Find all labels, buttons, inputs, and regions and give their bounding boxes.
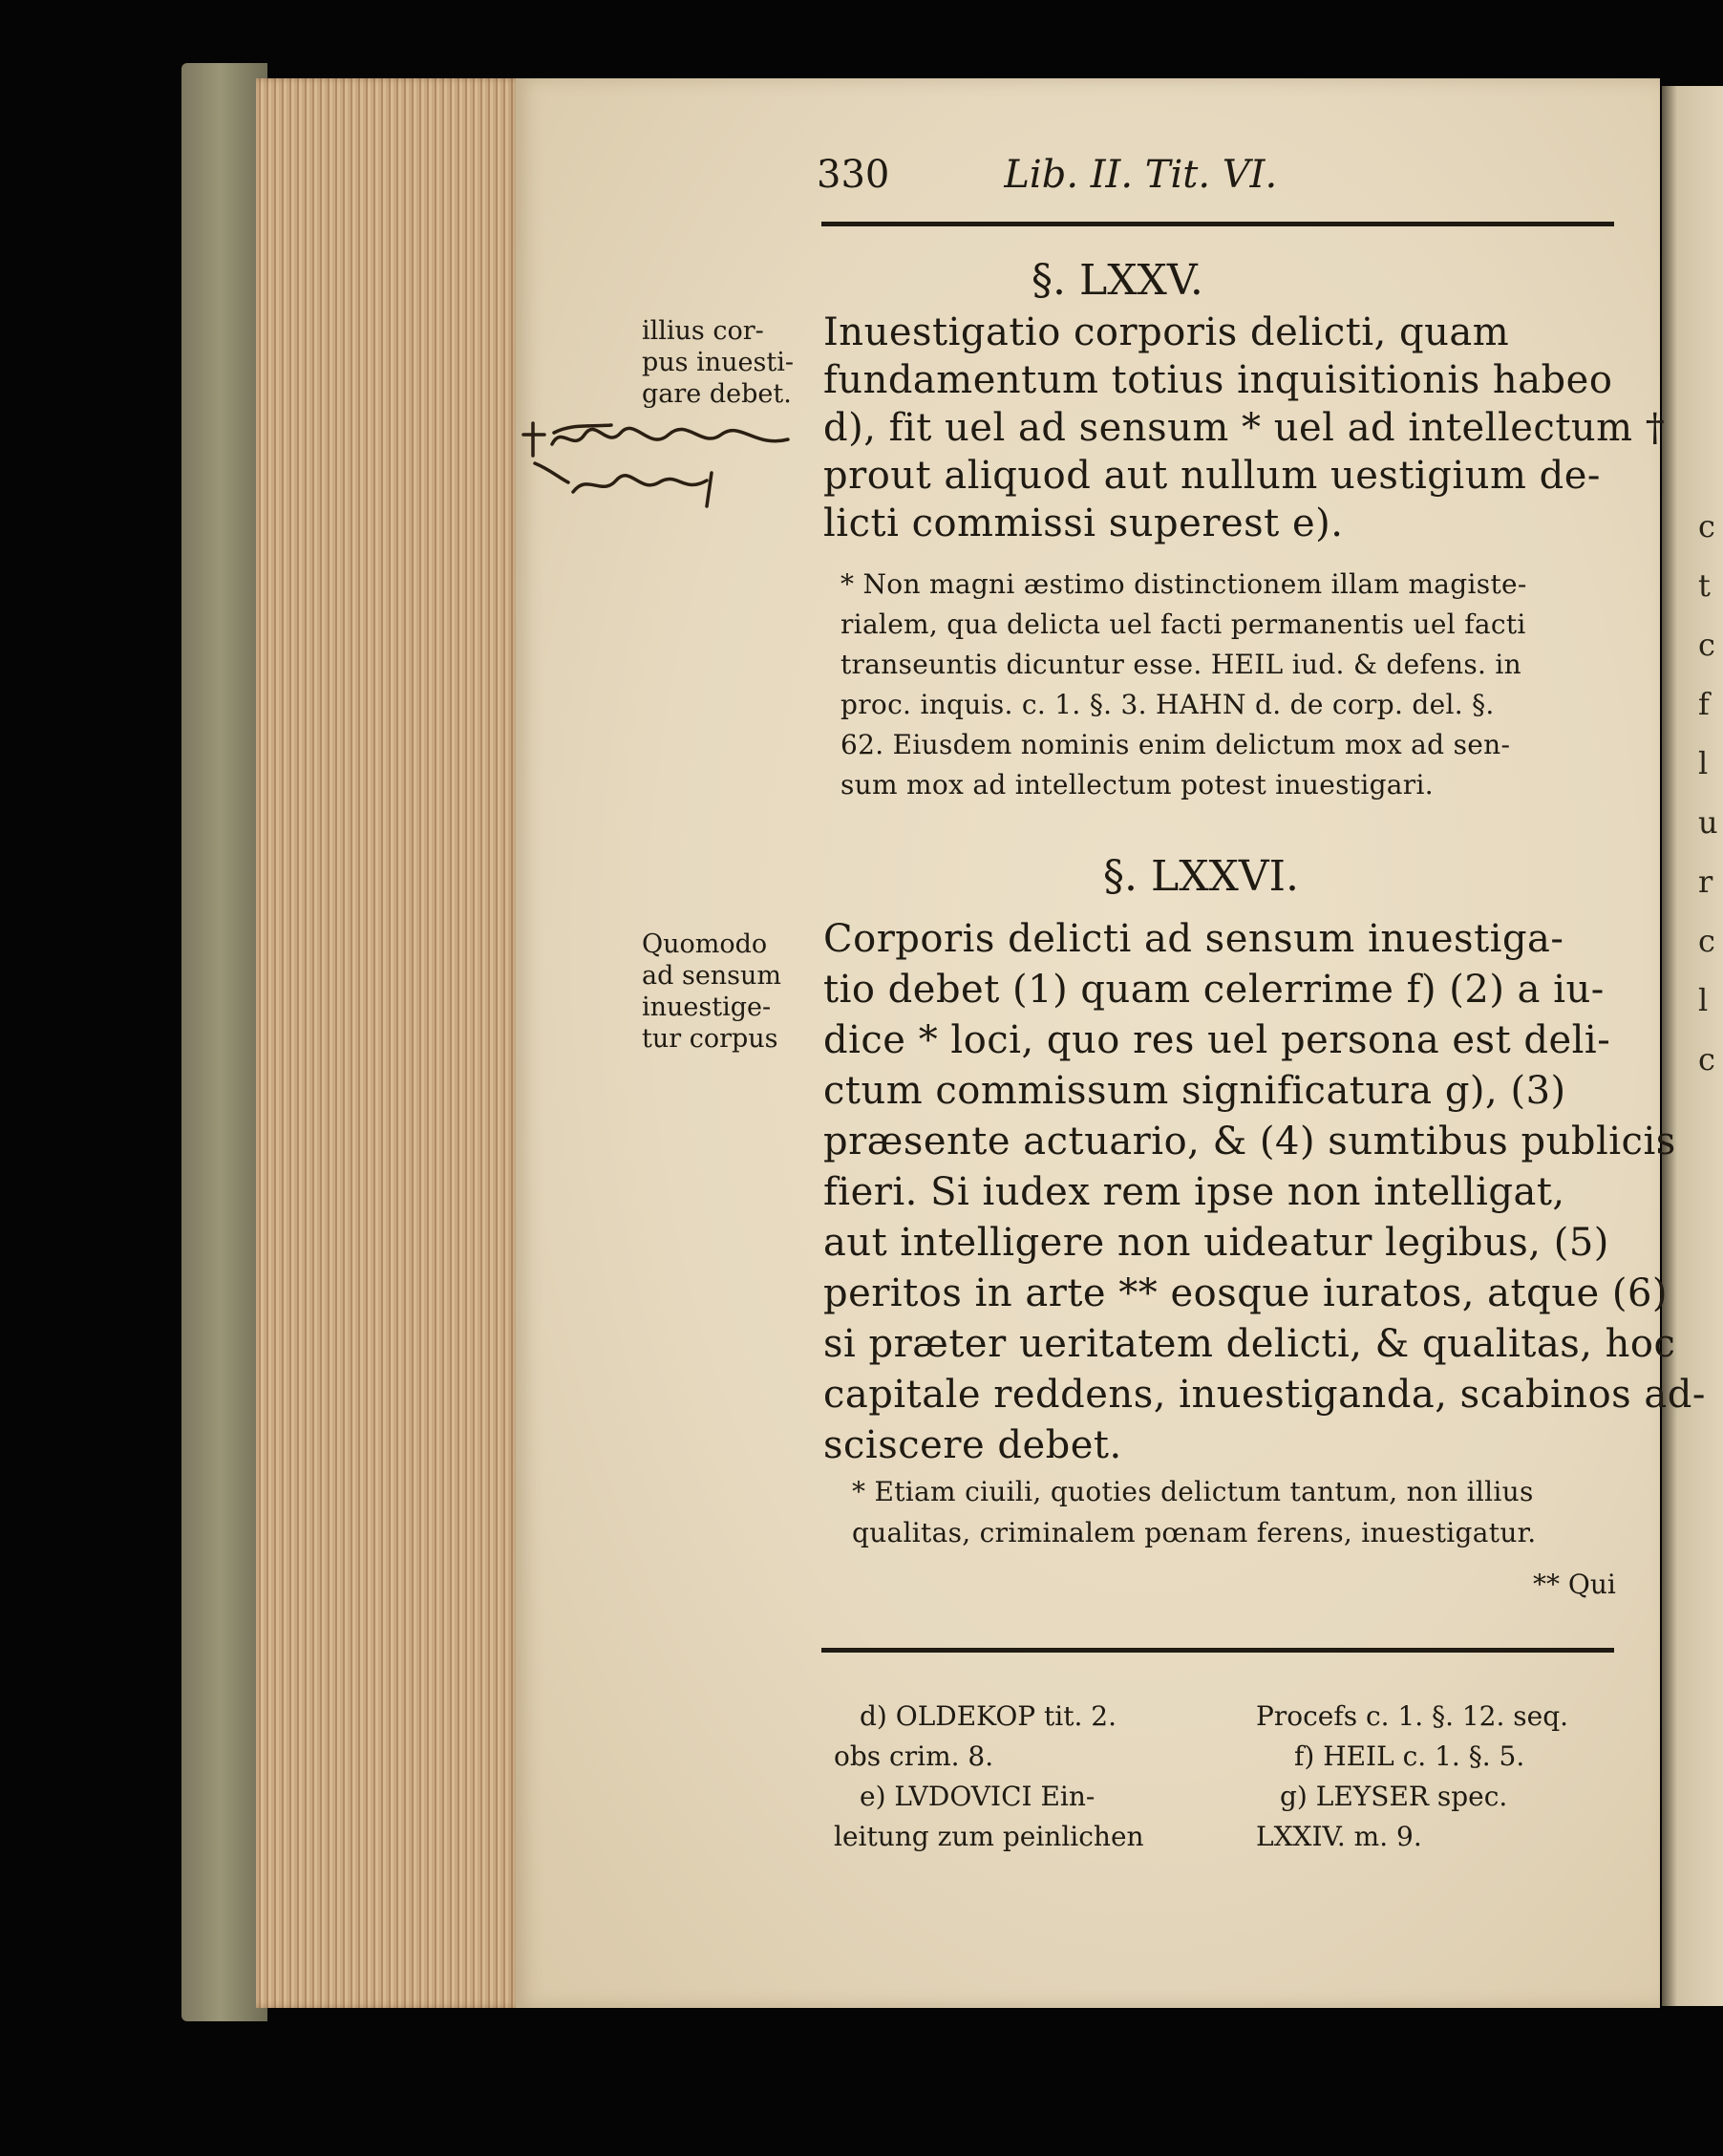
page-number: 330 (817, 153, 890, 197)
footnote-left: e) LVDOVICI Ein- (860, 1781, 1095, 1812)
body-line: sciscere debet. (823, 1423, 1122, 1467)
footnote-right: g) LEYSER spec. (1280, 1781, 1508, 1812)
facing-letter: l (1698, 745, 1709, 781)
margin-note-line: inuestige- (642, 993, 772, 1022)
note-line: proc. inquis. c. 1. §. 3. HAHN d. de corp. del. §. (840, 689, 1495, 720)
note-line: rialem, qua delicta uel facti permanentis uel facti (840, 608, 1526, 640)
facing-letter: f (1698, 686, 1710, 722)
body-line: aut intelligere non uideatur legibus, (5) (823, 1221, 1609, 1265)
handwritten-annotation (516, 406, 821, 521)
section-75-heading: §. LXXV. (1032, 256, 1203, 305)
body-line: Corporis delicti ad sensum inuestiga- (823, 917, 1564, 961)
body-line: capitale reddens, inuestiganda, scabinos ad- (823, 1373, 1706, 1417)
body-line: dice * loci, quo res uel persona est deli- (823, 1018, 1611, 1062)
facing-letter: c (1698, 923, 1715, 959)
margin-note-line: ad sensum (642, 961, 782, 991)
note-line: transeuntis dicuntur esse. HEIL iud. & defens. in (840, 649, 1521, 680)
running-title: Lib. II. Tit. VI. (1004, 153, 1278, 197)
margin-note-line: Quomodo (642, 929, 768, 959)
body-line: tio debet (1) quam celerrime f) (2) a iu- (823, 968, 1605, 1012)
facing-letter: l (1698, 982, 1709, 1018)
note-line: sum mox ad intellectum potest inuestigari. (840, 769, 1434, 800)
footnote-right: Procefs c. 1. §. 12. seq. (1256, 1700, 1569, 1732)
catchword: ** Qui (1533, 1569, 1616, 1600)
body-line: ctum commissum significatura g), (3) (823, 1069, 1566, 1113)
footnote-right: f) HEIL c. 1. §. 5. (1294, 1740, 1525, 1772)
facing-letter: c (1698, 1041, 1715, 1078)
margin-note-line: illius cor- (642, 316, 764, 346)
margin-note-line: tur corpus (642, 1024, 778, 1054)
body-line: præsente actuario, & (4) sumtibus publicis (823, 1120, 1676, 1163)
section-76-heading: §. LXXVI. (1103, 852, 1299, 901)
body-line: Inuestigatio corporis delicti, quam (823, 310, 1510, 354)
facing-letter: c (1698, 508, 1715, 544)
note-line: * Non magni æstimo distinctionem illam magiste- (840, 568, 1527, 600)
book-cover-edge (181, 63, 267, 2021)
facing-letter: u (1698, 804, 1718, 841)
body-line: d), fit uel ad sensum * uel ad intellectum † (823, 406, 1666, 450)
note-line: * Etiam ciuili, quoties delictum tantum, non illius (852, 1476, 1534, 1507)
body-line: fieri. Si iudex rem ipse non intelligat, (823, 1170, 1565, 1214)
facing-letter: t (1698, 567, 1711, 604)
page-edges (256, 78, 521, 2008)
body-line: fundamentum totius inquisitionis habeo (823, 358, 1613, 402)
footnote-left: d) OLDEKOP tit. 2. (860, 1700, 1117, 1732)
footnote-right: LXXIV. m. 9. (1256, 1821, 1422, 1852)
running-head (817, 153, 1277, 197)
margin-note-line: pus inuesti- (642, 348, 794, 377)
margin-note-2 (642, 929, 781, 1055)
note-line: qualitas, criminalem pœnam ferens, inuestigatur. (852, 1517, 1537, 1548)
header-rule (821, 222, 1614, 226)
facing-letter: c (1698, 627, 1715, 663)
footnote-rule (821, 1648, 1614, 1653)
footnote-left: leitung zum peinlichen (834, 1821, 1144, 1852)
body-line: prout aliquod aut nullum uestigium de- (823, 454, 1601, 498)
facing-letter: r (1698, 864, 1713, 900)
footnote-left: obs crim. 8. (834, 1740, 994, 1772)
note-line: 62. Eiusdem nominis enim delictum mox ad sen- (840, 729, 1511, 760)
margin-note-1 (642, 315, 794, 410)
margin-note-line: gare debet. (642, 379, 792, 409)
body-line: licti commissi superest e). (823, 502, 1344, 545)
facing-page-letters (1698, 497, 1718, 1089)
body-line: si præter ueritatem delicti, & qualitas, hoc (823, 1322, 1676, 1366)
body-line: peritos in arte ** eosque iuratos, atque (6) (823, 1271, 1669, 1315)
